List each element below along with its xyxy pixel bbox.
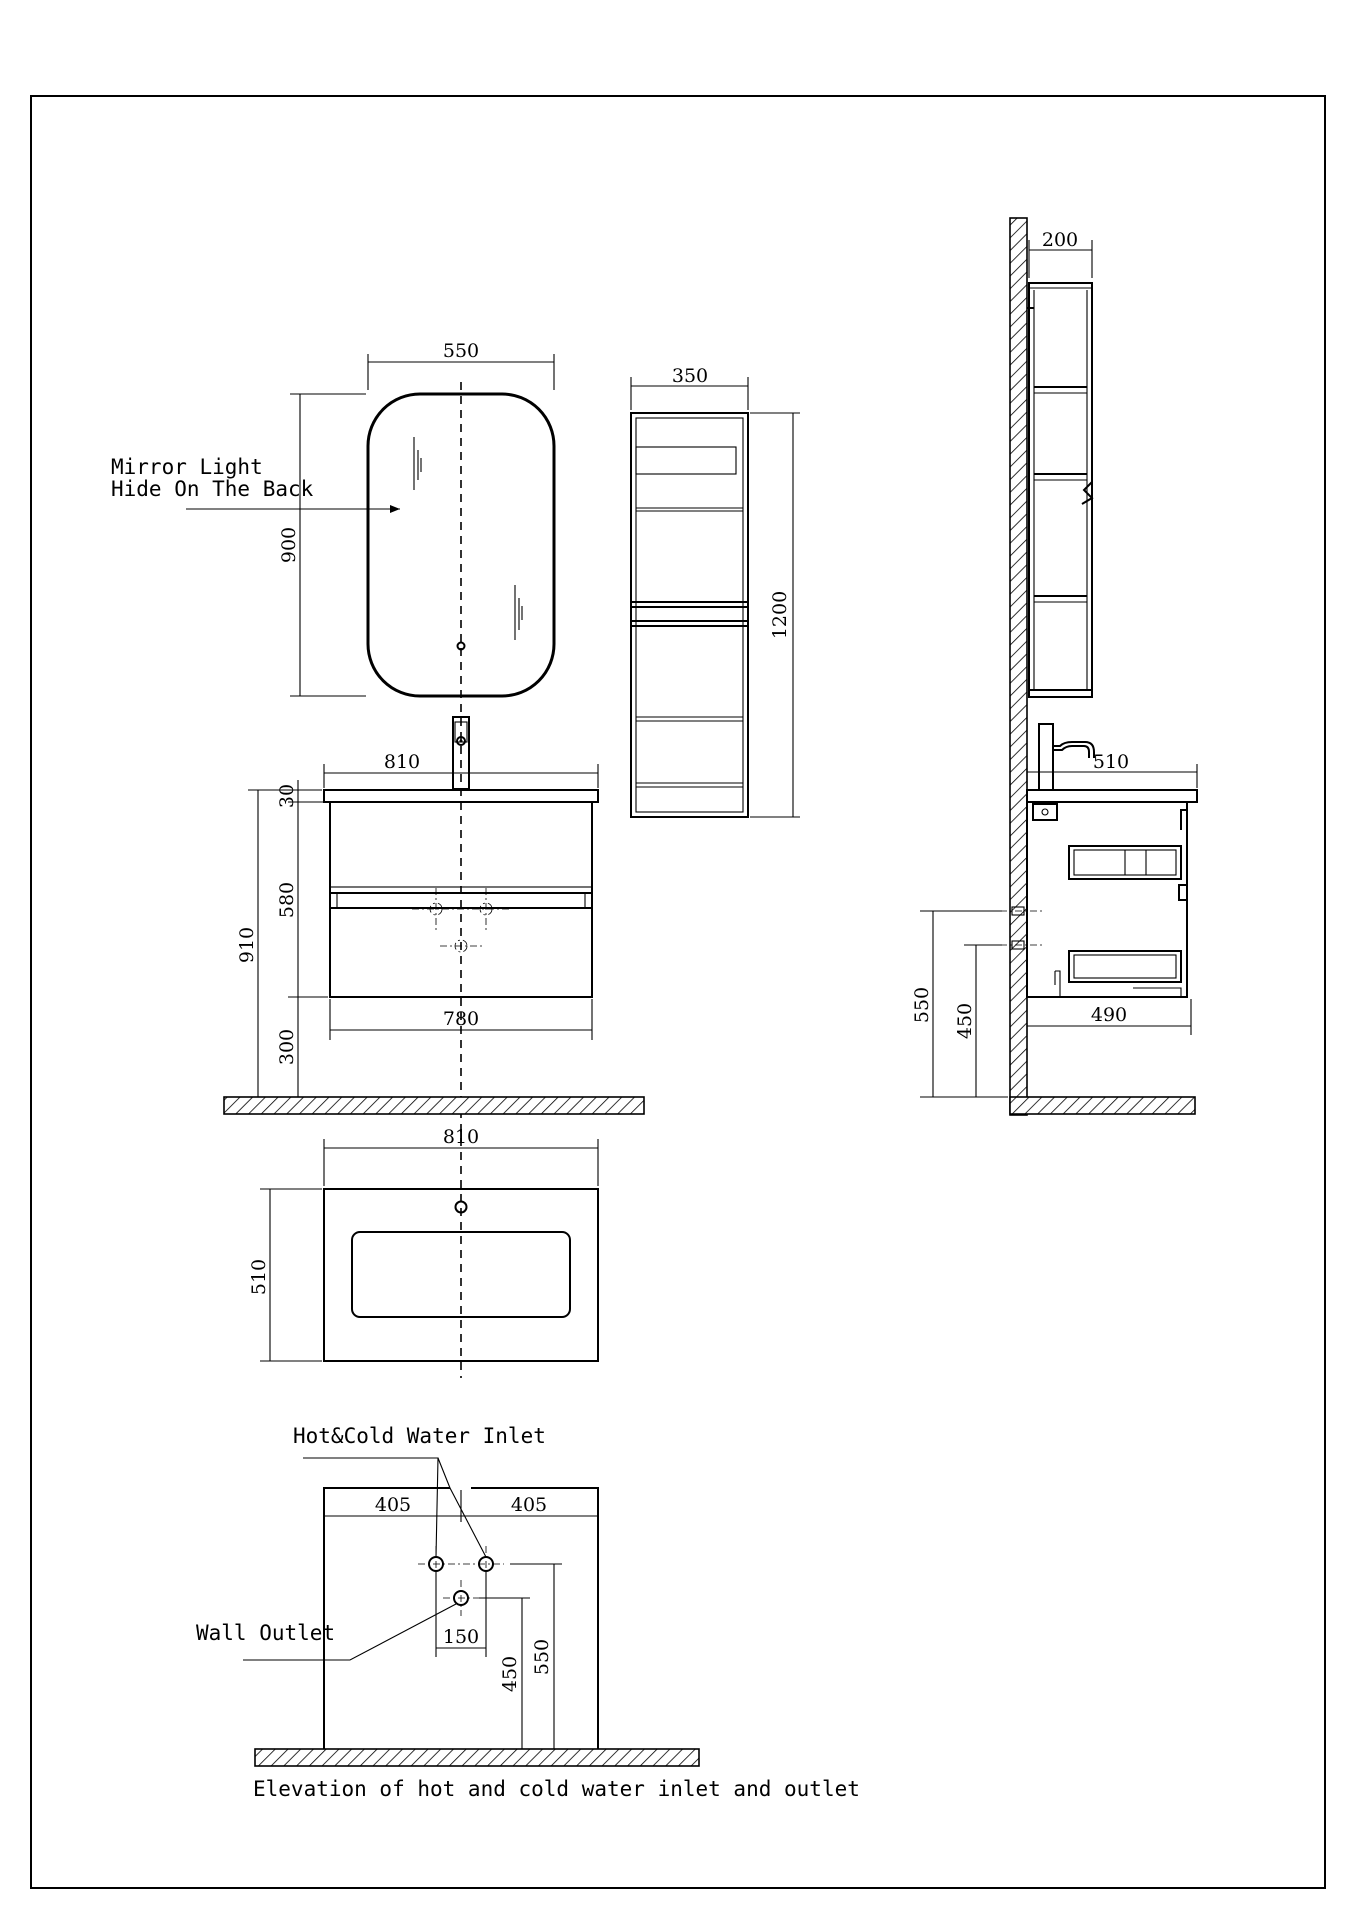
side-inlet-height-dim: 550	[911, 986, 933, 1024]
top-thickness-dim: 30	[276, 783, 298, 809]
total-height-dim: 910	[236, 926, 258, 964]
cabinet-width-dim: 780	[442, 1008, 480, 1030]
mirror-glare-top	[414, 437, 421, 490]
mirror-width-dim: 550	[442, 340, 480, 362]
cabinet-height-dim: 580	[276, 881, 298, 919]
side-cabinet-body-depth-dim: 490	[1090, 1004, 1128, 1026]
elevation-floor-hatch	[255, 1749, 699, 1766]
inlet-height-dim: 550	[531, 1638, 553, 1676]
inlet-spacing-dim: 150	[442, 1626, 480, 1648]
vanity-front-view	[224, 717, 644, 1114]
water-inlet-elevation	[196, 1424, 860, 1801]
outlet-height-dim: 450	[499, 1655, 521, 1693]
side-cabinet-depth-dim: 200	[1041, 229, 1079, 251]
mirror-glare-bottom	[515, 585, 522, 640]
floor-clearance-dim: 300	[276, 1028, 298, 1066]
side-view	[911, 218, 1197, 1115]
mirror-front-view	[111, 340, 554, 696]
mirror-light-label: Mirror Light	[111, 455, 263, 479]
basin-top-width-dim: 810	[383, 751, 421, 773]
plan-depth-dim: 510	[248, 1258, 270, 1296]
side-outlet-height-dim: 450	[954, 1002, 976, 1040]
inlet-right-dim: 405	[510, 1494, 548, 1516]
basin-plan-view	[248, 1126, 598, 1361]
wall-hatch	[1010, 218, 1027, 1115]
hot-cold-inlet-label: Hot&Cold Water Inlet	[293, 1424, 546, 1448]
wall-outlet-label: Wall Outlet	[196, 1621, 336, 1645]
mirror-height-dim: 900	[278, 526, 300, 564]
tall-cabinet-height-dim: 1200	[769, 590, 791, 640]
tall-cabinet-width-dim: 350	[671, 365, 709, 387]
floor-hatch	[224, 1097, 644, 1114]
tall-cabinet-front-view	[631, 365, 800, 817]
inlet-left-dim: 405	[374, 1494, 412, 1516]
side-basin-depth-dim: 510	[1092, 751, 1130, 773]
plan-width-dim: 810	[442, 1126, 480, 1148]
mirror-light-label-2: Hide On The Back	[111, 477, 314, 501]
side-floor-hatch	[1010, 1097, 1195, 1114]
elevation-caption: Elevation of hot and cold water inlet and outlet	[253, 1777, 860, 1801]
